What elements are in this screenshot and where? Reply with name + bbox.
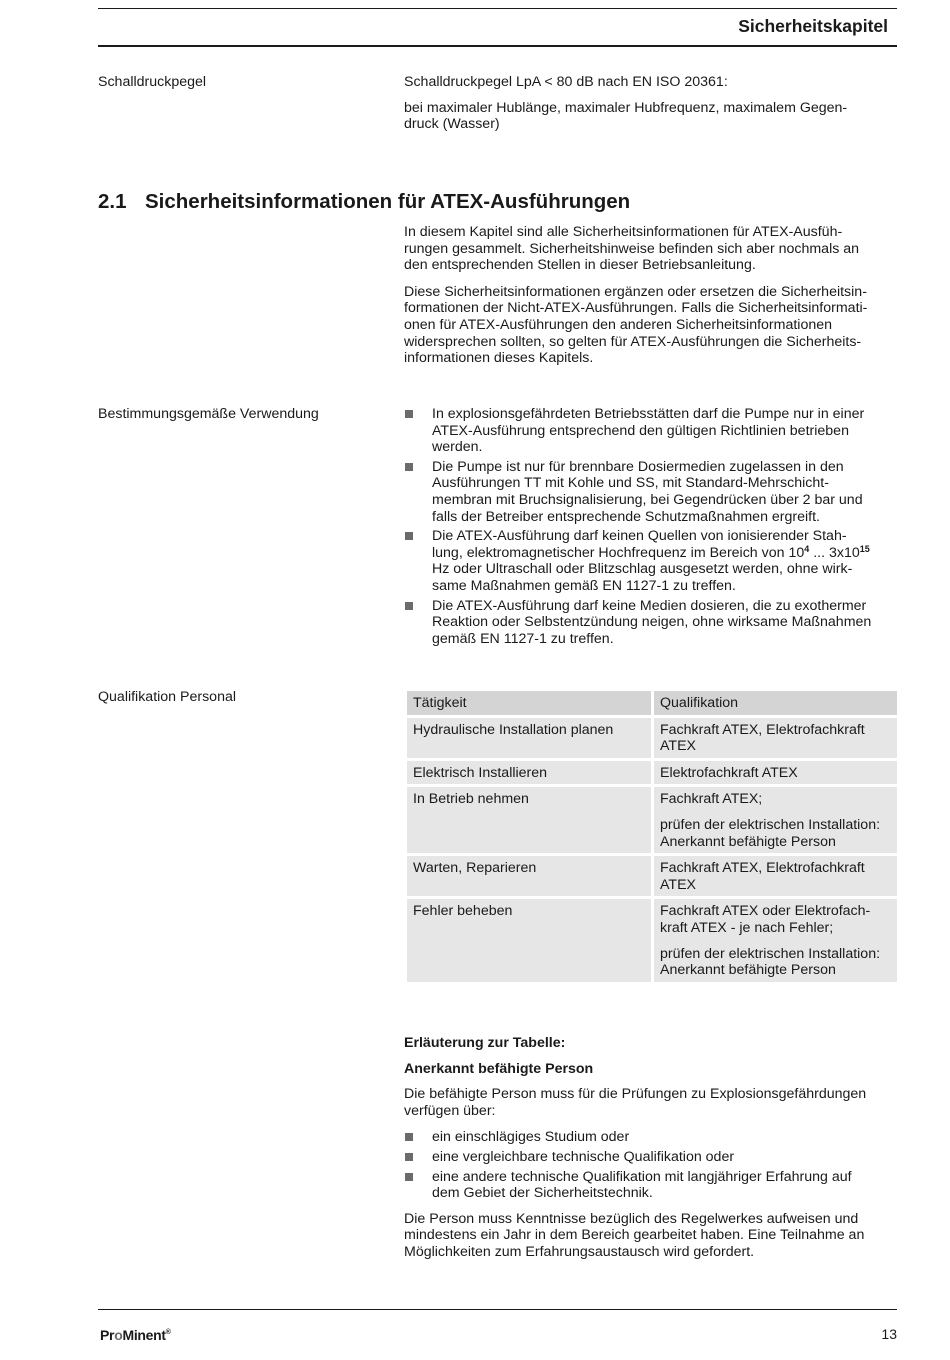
section-number: 2.1 [98, 190, 127, 213]
section-intro [404, 224, 896, 375]
section-heading [98, 190, 630, 214]
section-intro-paragraph-2: Diese Sicherheitsinformationen ergänzen oder ersetzen die Sicherheitsin- formationen der Nicht-ATEX-Ausführungen. Falls die Sicherheitsinformati- onen für ATEX-Ausführungen den anderen Sicherheitsinformationen widersprechen sollten, so gelten für ATEX-Ausführungen die Sicherheits- informationen dieses Kapitels. [404, 283, 868, 367]
column-header-qualification: Qualifikation [654, 691, 897, 715]
column-header-activity: Tätigkeit [407, 691, 651, 715]
list-item: Die Pumpe ist nur für brennbare Dosiermedien zugelassen in den Ausführungen TT mit Kohle und SS, mit Standard-Mehrschicht- membran mit Bruchsignalisierung, bei Gegendrücken über 2 bar und falls der Betreiber entsprechende Schutzmaßnahmen ergreift. [404, 459, 896, 525]
chapter-title: Sicherheitskapitel [738, 16, 888, 36]
explanation-subheading: Anerkannt befähigte Person [404, 1060, 594, 1077]
list-item: Die ATEX-Ausführung darf keinen Quellen von ionisierender Stah- lung, elektromagnetischer Hochfrequenz im Bereich von $10^4$ ... $3x10^{15}$ Hz oder Ultraschall oder Blitzschlag ausgesetzt werden, ohne wirk- same Maßnahmen gemäß EN 1127-1 zu treffen. [404, 528, 896, 594]
explanation-heading: Erläuterung zur Tabelle: [404, 1035, 566, 1051]
explanation-list [404, 1129, 896, 1201]
header-bottom-rule [98, 45, 897, 47]
square-bullet-icon [405, 602, 413, 610]
qualification-cell: Fachkraft ATEX, Elektrofachkraft ATEX [654, 856, 897, 896]
intended-use-list [404, 406, 896, 647]
activity-cell: In Betrieb nehmen [407, 787, 651, 853]
list-item: In explosionsgefährdeten Betriebsstätten darf die Pumpe nur in einer ATEX-Ausführung entsprechend den gültigen Richtlinien betrieben werden. [404, 406, 896, 456]
table-row [407, 761, 897, 785]
section-intro-paragraph-1: In diesem Kapitel sind alle Sicherheitsinformationen für ATEX-Ausfüh- rungen gesammelt. Sicherheitshinweise befinden sich aber nochmals an den entsprechenden Stellen in dieser Betriebsanleitung. [404, 224, 860, 274]
sound-level-conditions: bei maximaler Hublänge, maximaler Hubfrequenz, maximalem Gegen- druck (Wasser) [404, 99, 848, 133]
square-bullet-icon [405, 532, 413, 540]
prominent-logo: ProMinent® [100, 1327, 171, 1343]
list-item: eine andere technische Qualifikation mit langjähriger Erfahrung auf dem Gebiet der Sicherheitstechnik. [404, 1169, 896, 1202]
footer-rule [98, 1309, 897, 1310]
square-bullet-icon [405, 410, 413, 418]
qualification-cell: Fachkraft ATEX; prüfen der elektrischen Installation: Anerkannt befähigte Person [654, 787, 897, 853]
intended-use-list-block [404, 406, 896, 650]
table-explanation [404, 1035, 896, 1269]
square-bullet-icon [405, 463, 413, 471]
table-row [407, 856, 897, 896]
square-bullet-icon [405, 1153, 413, 1161]
page-number: 13 [881, 1326, 897, 1342]
sound-level-block [404, 74, 896, 141]
explanation-outro: Die Person muss Kenntnisse bezüglich des Regelwerkes aufweisen und mindestens ein Jahr in dem Bereich gearbeitet haben. Eine Teilnahme an Möglichkeiten zum Erfahrungsaustausch wird gefordert. [404, 1210, 865, 1260]
qualification-cell: Fachkraft ATEX, Elektrofachkraft ATEX [654, 718, 897, 758]
qualification-label: Qualifikation Personal [98, 689, 237, 705]
table-row [407, 899, 897, 981]
section-title: Sicherheitsinformationen für ATEX-Ausführungen [145, 190, 631, 213]
list-item: ein einschlägiges Studium oder [404, 1129, 896, 1146]
square-bullet-icon [405, 1133, 413, 1141]
intended-use-label: Bestimmungsgemäße Verwendung [98, 406, 319, 422]
square-bullet-icon [405, 1173, 413, 1181]
list-item: eine vergleichbare technische Qualifikation oder [404, 1149, 896, 1166]
explanation-intro: Die befähigte Person muss für die Prüfungen zu Explosionsgefährdungen verfügen über: [404, 1086, 867, 1119]
table-row [407, 787, 897, 853]
qualification-table [404, 688, 900, 985]
list-item: Die ATEX-Ausführung darf keine Medien dosieren, die zu exothermer Reaktion oder Selbstentzündung neigen, ohne wirksame Maßnahmen gemäß EN 1127-1 zu treffen. [404, 598, 896, 648]
activity-cell: Fehler beheben [407, 899, 651, 981]
header-top-rule [98, 8, 897, 9]
sound-level-value: Schalldruckpegel LpA < 80 dB nach EN ISO 20361: [404, 74, 728, 90]
table-row [407, 718, 897, 758]
activity-cell: Elektrisch Installieren [407, 761, 651, 785]
table-header-row [407, 691, 897, 715]
sound-level-label: Schalldruckpegel [98, 74, 207, 90]
activity-cell: Hydraulische Installation planen [407, 718, 651, 758]
activity-cell: Warten, Reparieren [407, 856, 651, 896]
qualification-cell: Fachkraft ATEX oder Elektrofach- kraft ATEX - je nach Fehler; prüfen der elektrischen Installation: Anerkannt befähigte Person [654, 899, 897, 981]
qualification-cell: Elektrofachkraft ATEX [654, 761, 897, 785]
